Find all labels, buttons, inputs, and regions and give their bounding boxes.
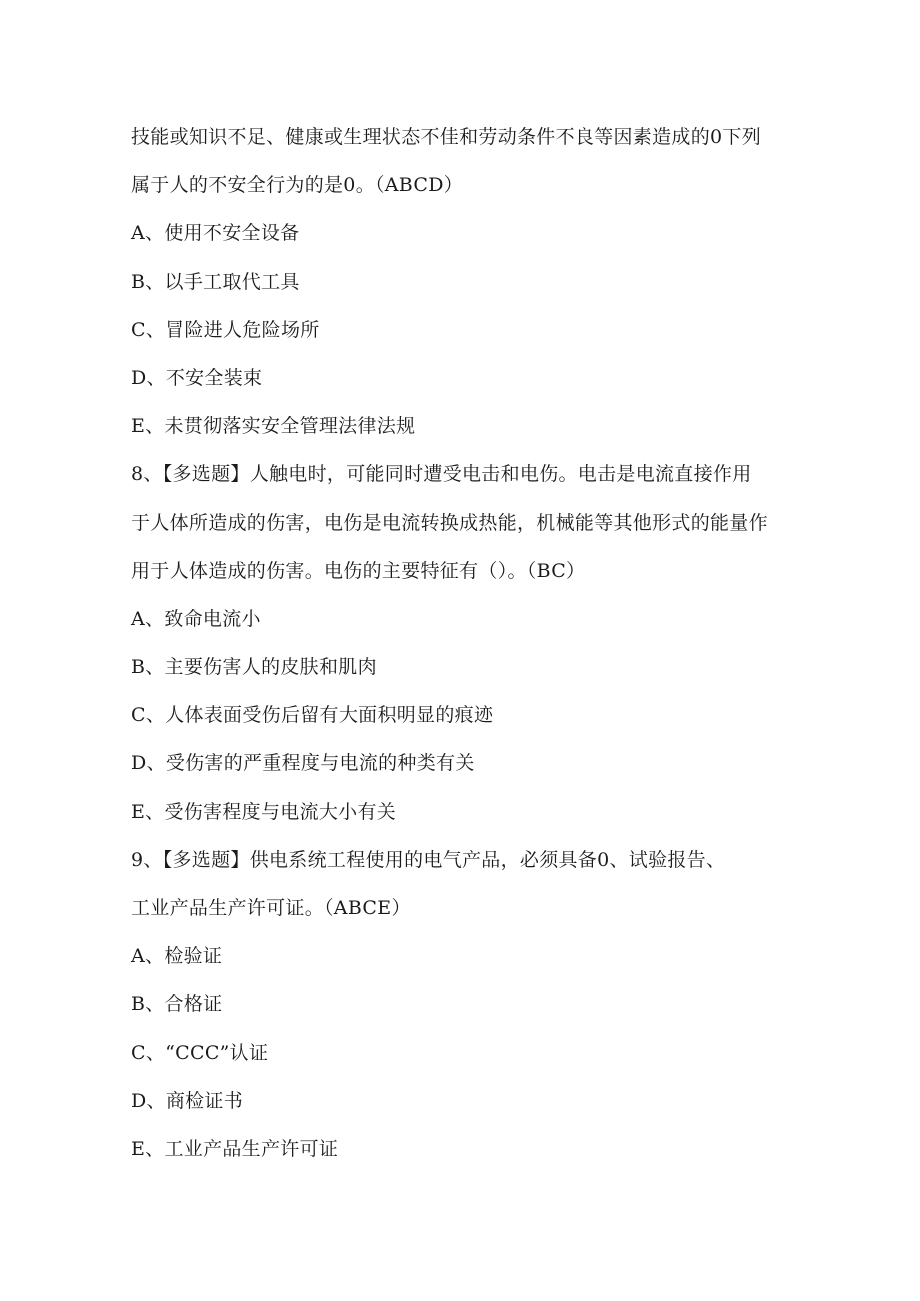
q8-option-c: C、人体表面受伤后留有大面积明显的痕迹 [131, 704, 494, 727]
q8-option-d: D、受伤害的严重程度与电流的种类有关 [131, 752, 475, 775]
q7-stem-line-2: 属于人的不安全行为的是0。（ABCD） [131, 174, 464, 197]
q8-stem-line-2: 于人体所造成的伤害，电伤是电流转换成热能，机械能等其他形式的能量作 [131, 511, 768, 534]
q9-option-c: C、“CCC”认证 [131, 1041, 269, 1064]
q9-option-e: E、工业产品生产许可证 [131, 1137, 339, 1160]
q8-stem-line-3: 用于人体造成的伤害。电伤的主要特征有（）。（BC） [131, 559, 586, 582]
q7-option-e: E、未贯彻落实安全管理法律法规 [131, 415, 416, 438]
q7-option-c: C、冒险进人危险场所 [131, 318, 320, 341]
q8-option-b: B、主要伤害人的皮肤和肌肉 [131, 656, 377, 679]
q8-option-e: E、受伤害程度与电流大小有关 [131, 800, 397, 823]
q9-option-a: A、检验证 [131, 945, 223, 968]
q9-option-b: B、合格证 [131, 993, 223, 1016]
q7-stem-line-1: 技能或知识不足、健康或生理状态不佳和劳动条件不良等因素造成的0下列 [131, 126, 761, 148]
q8-option-a: A、致命电流小 [131, 607, 261, 630]
q7-option-b: B、以手工取代工具 [131, 270, 300, 293]
q7-option-d: D、不安全装束 [131, 366, 263, 389]
q9-stem-line-1: 9、【多选题】供电系统工程使用的电气产品，必须具备0、试验报告、 [131, 848, 726, 871]
q9-option-d: D、商检证书 [131, 1089, 244, 1112]
q9-stem-line-2: 工业产品生产许可证。（ABCE） [131, 897, 411, 919]
q8-stem-line-1: 8、【多选题】人触电时，可能同时遭受电击和电伤。电击是电流直接作用 [131, 463, 752, 486]
q7-option-a: A、使用不安全设备 [131, 222, 300, 245]
question-text-block [131, 113, 801, 1173]
